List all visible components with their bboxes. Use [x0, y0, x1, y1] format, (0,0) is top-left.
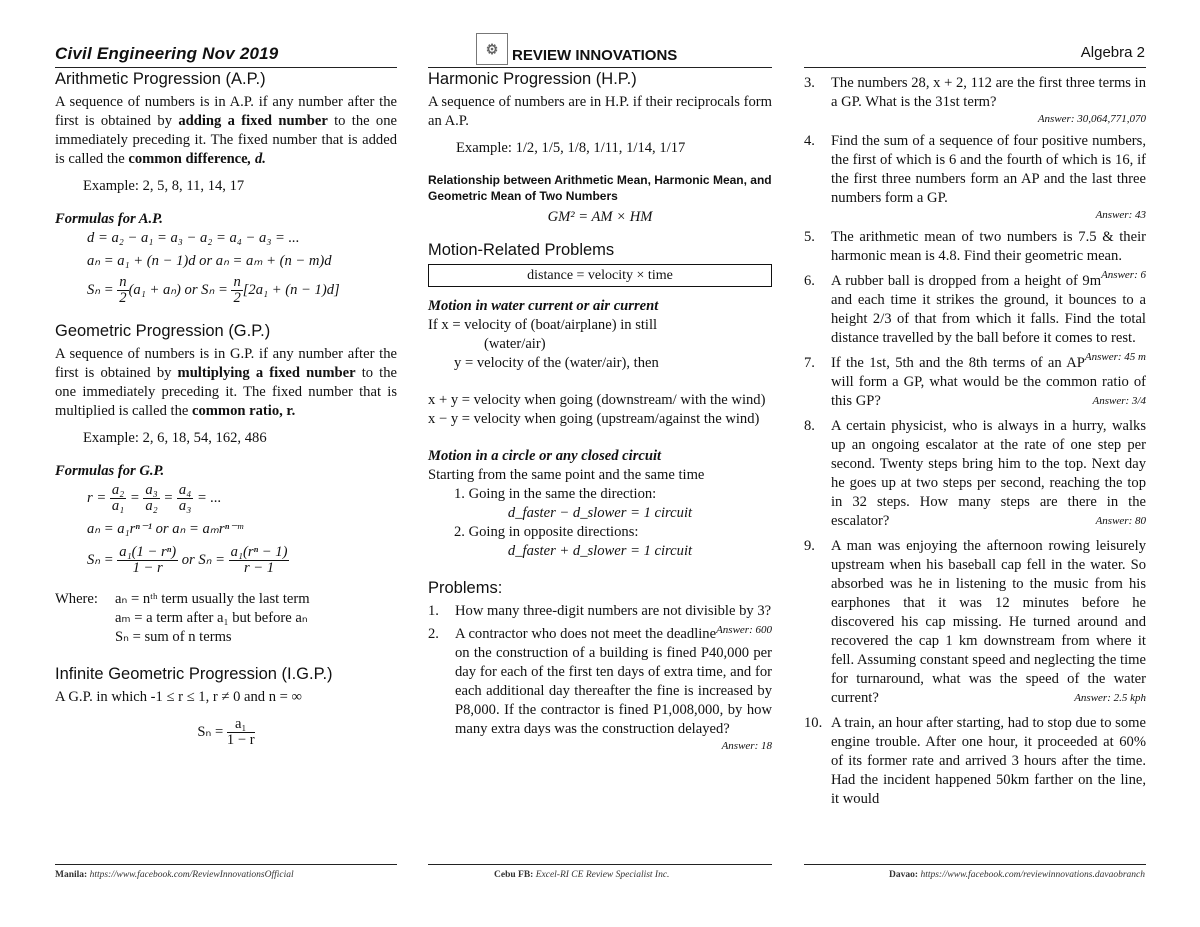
footer-davao: Davao: https://www.facebook.com/reviewinnovations.davaobranch — [889, 870, 1145, 880]
gp-where-block — [55, 590, 397, 647]
answer-3: Answer: 30,064,771,070 — [1037, 113, 1146, 125]
header-rule-right — [804, 67, 1146, 68]
closed-circuit-title: Motion in a circle or any closed circuit — [428, 448, 662, 464]
problem-6: 6. A rubber ball is dropped from a height of 9m and each time it strikes the ground, it bounces to a height 2/3 of that from which it falls. Find the total distance travelled by the ball before it comes to rest. Answer: 45 m — [804, 272, 1146, 348]
water-current-difference: x − y = velocity when going (upstream/against the wind) — [428, 411, 760, 427]
closed-circuit-opposite-formula: d_faster + d_slower = 1 circuit — [507, 543, 693, 559]
ap-example: Example: 2, 5, 8, 11, 14, 17 — [83, 178, 245, 194]
hp-definition: A sequence of numbers are in H.P. if their reciprocals form an A.P. — [428, 94, 772, 129]
answer-2: Answer: 18 — [721, 740, 772, 752]
gp-definition: A sequence of numbers is in G.P. if any number after the first is obtained by multiplying a fixed number to the one immediately preceding it. The fixed number that is multiplied is called the common ratio, r. — [55, 346, 398, 419]
where-item-an: aₙ = nᵗʰ term usually the last term — [115, 591, 310, 607]
footer-manila: Manila: https://www.facebook.com/ReviewInnovationsOfficial — [55, 870, 294, 880]
problem-10: 10. A train, an hour after starting, had to stop due to some engine trouble. After one hour, it proceeded at 60% of its former rate and arrived 3 hours after the time. Had the incident happened 50km farther on the line, it would — [804, 715, 1146, 807]
answer-4: Answer: 43 — [1095, 209, 1146, 221]
closed-circuit-opposite-direction: 2. Going in opposite directions: — [454, 524, 639, 540]
ap-section-title: Arithmetic Progression (A.P.) — [55, 70, 266, 88]
igp-definition: A G.P. in which -1 ≤ r ≤ 1, r ≠ 0 and n = ∞ — [55, 689, 302, 705]
problem-list-center — [428, 602, 772, 753]
column-right — [804, 74, 1146, 809]
ap-formula-sum: Sₙ = $\frac{n}{2}$ (a₁ + aₙ) or Sₙ = $\frac{n}{2}$ [2a₁ + (n − 1)d] — [87, 274, 340, 306]
ap-definition: A sequence of numbers is in A.P. if any number after the first is obtained by adding a fixed number to the one immediately preceding it. The fixed number that is added is called the common difference, d. — [55, 94, 397, 167]
footer-manila-link[interactable]: https://www.facebook.com/ReviewInnovationsOfficial — [87, 870, 294, 880]
review-innovations-logo-icon: ⚙ — [476, 33, 508, 65]
problem-5: 5. The arithmetic mean of two numbers is 7.5 & their harmonic mean is 4.8. Find their geometric mean. Answer: 6 — [804, 228, 1146, 266]
water-current-line-2: y = velocity of the (water/air), then — [454, 355, 659, 371]
motion-formula-box: distance = velocity × time — [428, 264, 772, 287]
hp-example: Example: 1/2, 1/5, 1/8, 1/11, 1/14, 1/17 — [456, 140, 686, 156]
answer-1: Answer: 600 — [716, 624, 772, 636]
means-relationship-title: Relationship between Arithmetic Mean, Harmonic Mean, and Geometric Mean of Two Numbers — [428, 173, 772, 203]
header-brand — [476, 40, 678, 66]
column-center — [428, 70, 772, 753]
problem-1: 1. How many three-digit numbers are not divisible by 3? Answer: 600 — [428, 602, 772, 621]
closed-circuit-same-formula: d_faster − d_slower = 1 circuit — [507, 505, 693, 521]
closed-circuit-same-direction: 1. Going in the same the direction: — [454, 486, 657, 502]
problems-section-title: Problems: — [428, 579, 503, 597]
answer-5: Answer: 6 — [1101, 269, 1146, 281]
gp-formula-nth-term: aₙ = a₁rⁿ⁻¹ or aₙ = aₘrⁿ⁻ᵐ — [87, 521, 243, 537]
water-current-title: Motion in water current or air current — [428, 298, 659, 314]
ap-formulas-title: Formulas for A.P. — [55, 211, 163, 227]
water-current-sum: x + y = velocity when going (downstream/ with the wind) — [428, 392, 766, 408]
ap-formula-difference: d = a₂ − a₁ = a₃ − a₂ = a₄ − a₃ = ... — [87, 230, 300, 246]
where-item-sn: Sₙ = sum of n terms — [115, 629, 232, 645]
problem-3: 3. The numbers 28, x + 2, 112 are the first three terms in a GP. What is the 31st term? Answer: 30,064,771,070 — [804, 75, 1146, 125]
igp-formula-sum: Sₙ = $\frac{\text{a₁}}{1 - r}$ — [197, 716, 255, 748]
footer-rule-right — [804, 864, 1146, 865]
footer-rule-center — [428, 864, 772, 865]
ap-formula-nth-term: aₙ = a₁ + (n − 1)d or aₙ = aₘ + (n − m)d — [87, 253, 332, 269]
problem-8: 8. A certain physicist, who is always in a hurry, walks up an ongoing escalator at the rate of one step per second. Twenty steps bring him to the top. Next day he goes up at two steps per second, reaching the top in 32 steps. How many steps are there in the escalator? Answer: 80 — [804, 418, 1146, 529]
motion-section-title: Motion-Related Problems — [428, 241, 615, 259]
problem-7: 7. If the 1st, 5th and the 8th terms of an AP will form a GP, what would be the common ratio of this GP? Answer: 3/4 — [804, 355, 1146, 409]
gp-formulas-title: Formulas for G.P. — [55, 463, 165, 479]
closed-circuit-intro: Starting from the same point and the same time — [428, 467, 705, 483]
problem-9: 9. A man was enjoying the afternoon rowing leisurely upstream when his baseball cap fell in the water. So absorbed was he in listening to the music from his earphones that it was 12 minutes before he discovered his cap missing. He turned around and recovered the cap 1 km downstream from where it fell. Assuming constant speed and neglecting the time for turnaround, what was the speed of the water current? Answer: 2.5 kph — [804, 538, 1146, 706]
gp-section-title: Geometric Progression (G.P.) — [55, 322, 271, 340]
where-item-am: aₘ = a term after a₁ but before aₙ — [115, 610, 308, 626]
answer-9: Answer: 2.5 kph — [1074, 692, 1146, 704]
footer-cebu: Cebu FB: Excel-RI CE Review Specialist Inc. — [494, 870, 670, 880]
water-current-line-1: If x = velocity of (boat/airplane) in still — [428, 317, 658, 333]
footer-davao-link[interactable]: https://www.facebook.com/reviewinnovations.davaobranch — [918, 870, 1145, 880]
problem-4: 4. Find the sum of a sequence of four positive numbers, the first of which is 6 and the fourth of which is 16, if the first three numbers form an AP and the last three numbers form a GP. Answer: 43 — [804, 133, 1146, 221]
water-current-line-1b: (water/air) — [484, 336, 546, 352]
header-subject: Algebra 2 — [1080, 44, 1145, 61]
answer-8: Answer: 80 — [1095, 515, 1146, 527]
header-brand-text: REVIEW INNOVATIONS — [512, 46, 678, 64]
problem-list-right — [804, 74, 1146, 809]
igp-section-title: Infinite Geometric Progression (I.G.P.) — [55, 665, 333, 683]
footer-cebu-link[interactable]: Excel-RI CE Review Specialist Inc. — [533, 870, 670, 880]
answer-6: Answer: 45 m — [1084, 351, 1146, 363]
gp-example: Example: 2, 6, 18, 54, 162, 486 — [83, 430, 267, 446]
where-label: Where: — [55, 591, 98, 607]
answer-7: Answer: 3/4 — [1092, 395, 1146, 407]
gp-formula-sum: Sₙ = $\frac{\text{a₁(1 − rⁿ)}}{1 - r}$ or Sₙ = $\frac{\text{a₁(rⁿ − 1)}}{r - 1}$ — [87, 544, 288, 576]
gp-formula-ratio: r = $\frac{\text{a₂}}{\text{a₁}}$ = $\frac{\text{a₃}}{\text{a₂}}$ = $\frac{\text{a₄}}{\text{a₃}}$ = ... — [87, 482, 222, 514]
header-rule-left — [55, 67, 397, 68]
means-relationship-formula: GM² = AM × HM — [547, 209, 653, 225]
header-course-title: Civil Engineering Nov 2019 — [55, 44, 279, 63]
problem-2: 2. A contractor who does not meet the deadline on the construction of a building is fined P40,000 per day for each of the first ten days of extra time, and for each additional day thereafter the fine is increased by P8,000. If the contractor is fined P1,008,000, by how many extra days was the construction delayed? Answer: 18 — [428, 626, 772, 752]
column-left — [55, 70, 397, 748]
header-rule-center — [428, 67, 772, 68]
footer-rule-left — [55, 864, 397, 865]
hp-section-title: Harmonic Progression (H.P.) — [428, 70, 637, 88]
